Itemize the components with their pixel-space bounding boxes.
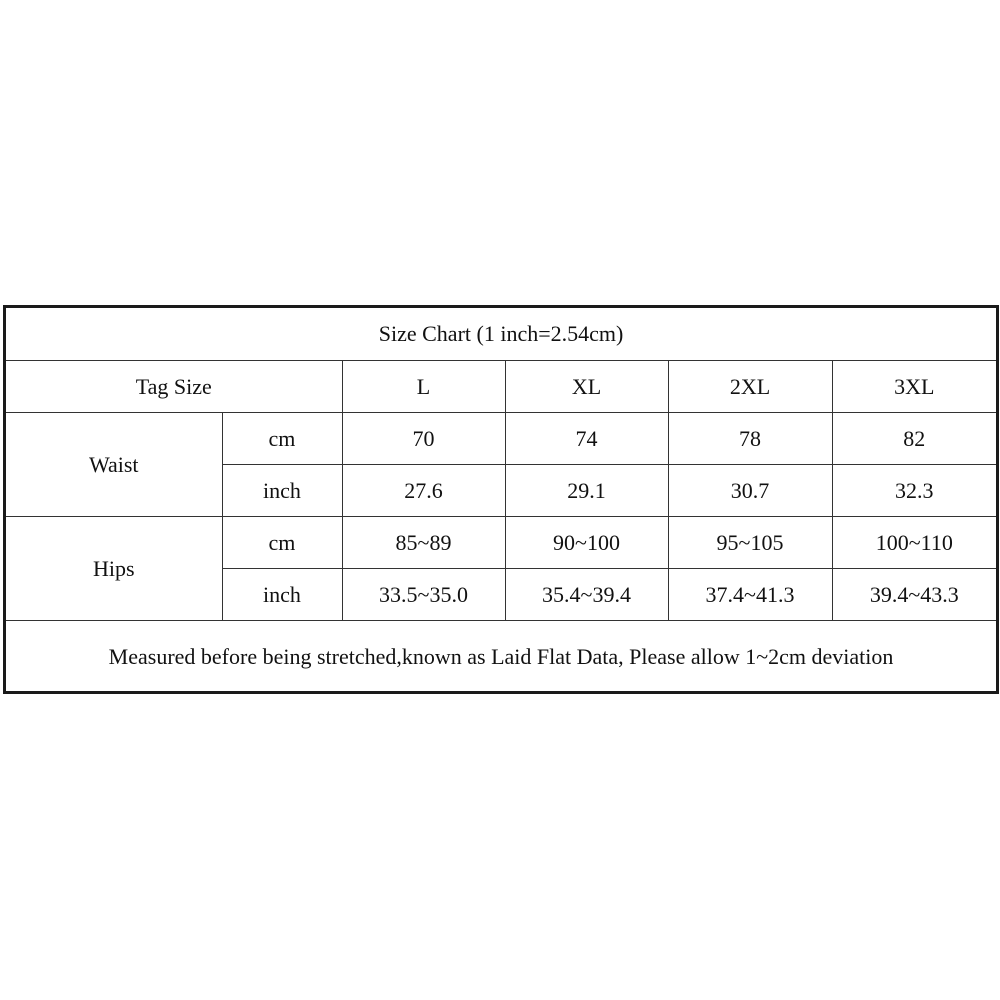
header-row: [6, 361, 996, 413]
table-cell: 95~105: [668, 517, 832, 569]
note-row: [6, 621, 996, 693]
size-header-3xl: 3XL: [832, 361, 996, 413]
table-cell: 29.1: [505, 465, 668, 517]
waist-cm-row: [6, 413, 996, 465]
chart-title: Size Chart (1 inch=2.54cm): [6, 308, 996, 361]
title-row: [6, 308, 996, 361]
table-cell: 32.3: [832, 465, 996, 517]
size-header-xl: XL: [505, 361, 668, 413]
hips-label: Hips: [6, 517, 222, 621]
table-cell: 37.4~41.3: [668, 569, 832, 621]
unit-label: cm: [222, 413, 342, 465]
table-cell: 70: [342, 413, 505, 465]
table-cell: 39.4~43.3: [832, 569, 996, 621]
table-cell: 35.4~39.4: [505, 569, 668, 621]
table-cell: 30.7: [668, 465, 832, 517]
tag-size-label: Tag Size: [6, 361, 342, 413]
table-cell: 33.5~35.0: [342, 569, 505, 621]
table-cell: 27.6: [342, 465, 505, 517]
table-cell: 74: [505, 413, 668, 465]
table-cell: 90~100: [505, 517, 668, 569]
table-cell: 85~89: [342, 517, 505, 569]
size-header-l: L: [342, 361, 505, 413]
unit-label: inch: [222, 465, 342, 517]
unit-label: inch: [222, 569, 342, 621]
measurement-note: Measured before being stretched,known as Laid Flat Data, Please allow 1~2cm deviation: [6, 621, 996, 693]
size-table: [6, 308, 996, 692]
size-header-2xl: 2XL: [668, 361, 832, 413]
table-cell: 82: [832, 413, 996, 465]
table-cell: 78: [668, 413, 832, 465]
waist-label: Waist: [6, 413, 222, 517]
size-chart: [3, 305, 999, 694]
unit-label: cm: [222, 517, 342, 569]
hips-cm-row: [6, 517, 996, 569]
table-cell: 100~110: [832, 517, 996, 569]
